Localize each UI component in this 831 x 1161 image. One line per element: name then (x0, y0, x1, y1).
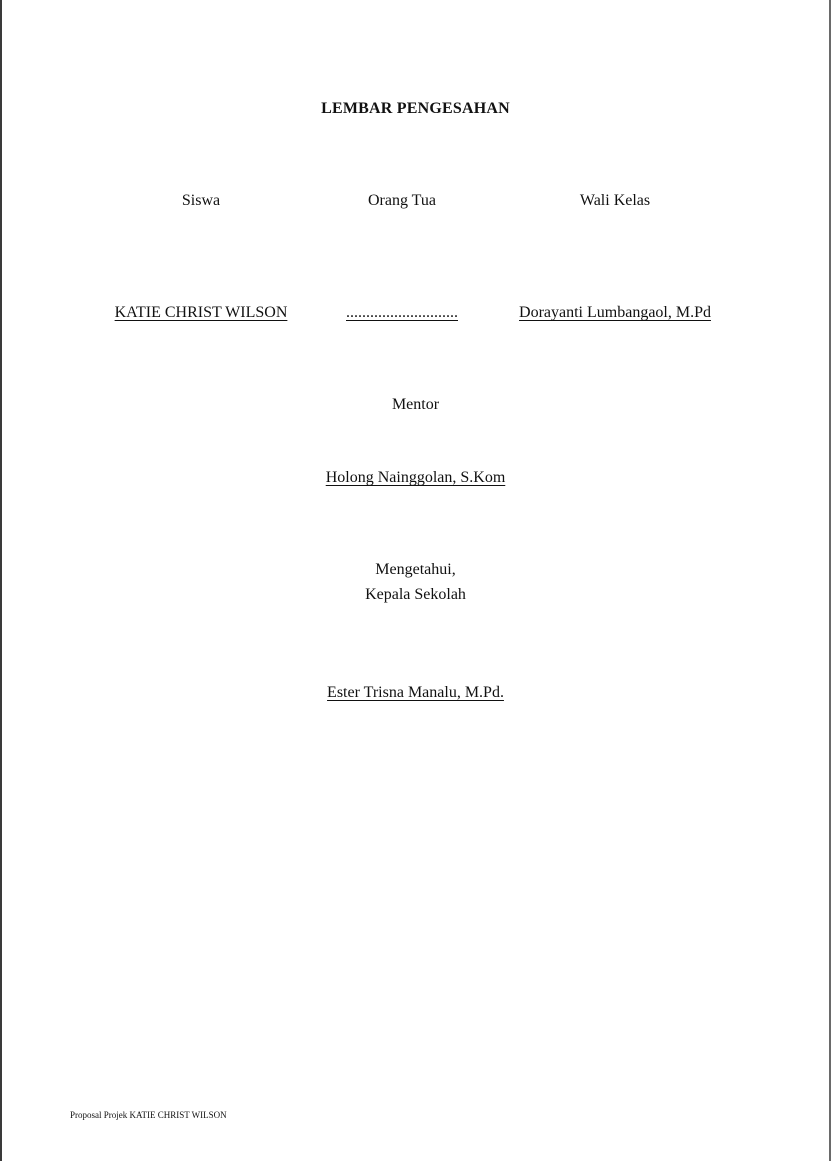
wali-kelas-signature (499, 304, 731, 322)
page-footer: Proposal Projek KATIE CHRIST WILSON (70, 1110, 227, 1120)
orang-tua-name: ............................ (346, 304, 458, 321)
wali-kelas-name: Dorayanti Lumbangaol, M.Pd (519, 304, 711, 321)
approval-line-2: Kepala Sekolah (365, 586, 466, 603)
siswa-label: Siswa (181, 192, 221, 209)
mentor-label: Mentor (391, 396, 440, 413)
mentor-signature (0, 469, 831, 487)
wali-kelas-label: Wali Kelas (579, 192, 651, 209)
orang-tua-signature (306, 304, 498, 322)
headmaster-signature (0, 684, 831, 702)
siswa-signature (95, 304, 307, 322)
page-title: LEMBAR PENGESAHAN (321, 100, 510, 117)
approval-line-1: Mengetahui, (375, 561, 456, 578)
page-left-edge (0, 0, 2, 1161)
mentor-name: Holong Nainggolan, S.Kom (325, 469, 506, 486)
siswa-name: KATIE CHRIST WILSON (114, 304, 288, 321)
headmaster-name: Ester Trisna Manalu, M.Pd. (327, 684, 504, 701)
orang-tua-label: Orang Tua (367, 192, 436, 209)
